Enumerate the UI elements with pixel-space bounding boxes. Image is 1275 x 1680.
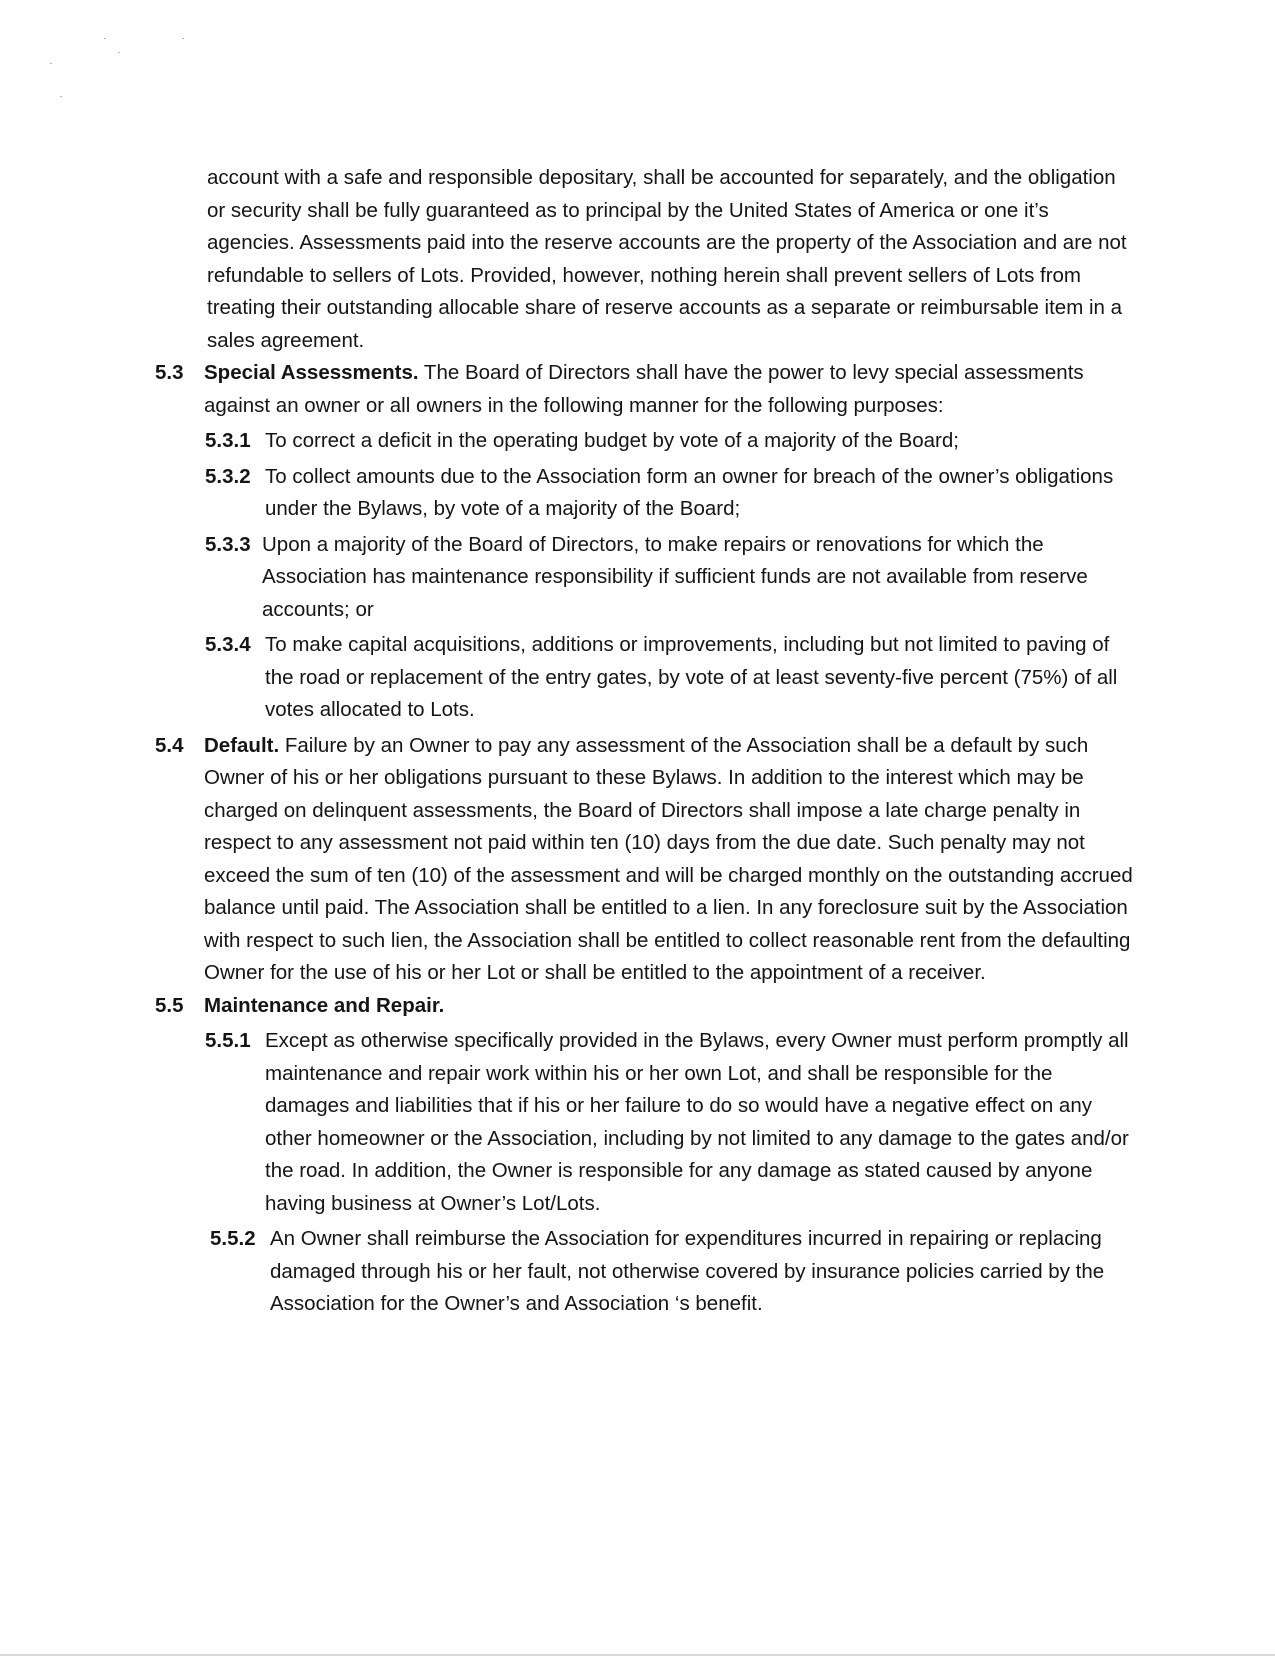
document-body — [155, 162, 1135, 1324]
section-5-4 — [155, 730, 1135, 990]
scan-speck — [182, 38, 184, 39]
subsection-text: To correct a deficit in the operating budget by vote of a majority of the Board; — [265, 429, 959, 452]
subsection-number: 5.3.4 — [205, 633, 251, 656]
section-number: 5.5 — [155, 993, 184, 1017]
opening-paragraph: account with a safe and responsible depositary, shall be accounted for separately, and the obligation or security shall be fully guaranteed as to principal by the United States of America or one it’s agencies. Assessments paid into the reserve accounts are the property of the Association and are not refundable to sellers of Lots. Provided, however, nothing herein shall prevent sellers of Lots from treating their outstanding allocable share of reserve accounts as a separate or reimbursable item in a sales agreement. — [207, 166, 1127, 352]
section-5-5 — [155, 990, 1135, 1023]
scan-speck — [50, 63, 52, 64]
subsection-text: Upon a majority of the Board of Directors, to make repairs or renovations for which the Association has maintenance responsibility if sufficient funds are not available from reserve accounts; or — [262, 532, 1088, 621]
subsection-5-3-2 — [155, 461, 1135, 526]
section-text: The Board of Directors shall have the power to levy special assessments against an owner or all owners in the following manner for the following purposes: — [204, 361, 1084, 417]
scan-speck — [118, 52, 120, 53]
scan-edge-line — [0, 1654, 1275, 1656]
subsection-5-5-1 — [155, 1025, 1135, 1220]
section-heading: Maintenance and Repair. — [204, 993, 445, 1017]
subsection-number: 5.5.2 — [210, 1227, 256, 1250]
section-5-3 — [155, 357, 1135, 422]
subsection-text: To collect amounts due to the Association form an owner for breach of the owner’s obligations under the Bylaws, by vote of a majority of the Board; — [265, 464, 1114, 520]
subsection-text: An Owner shall reimburse the Association for expenditures incurred in repairing or replacing damaged through his or her fault, not otherwise covered by insurance policies carried by the Association for the Owner’s and Association ‘s benefit. — [270, 1227, 1105, 1315]
subsection-number: 5.3.3 — [205, 532, 251, 556]
subsection-number: 5.5.1 — [205, 1029, 251, 1052]
subsection-5-3-3 — [155, 529, 1135, 627]
scan-speck — [60, 96, 62, 97]
subsection-5-3-4 — [155, 629, 1135, 727]
section-text: Failure by an Owner to pay any assessment of the Association shall be a default by such Owner of his or her obligations pursuant to these Bylaws. In addition to the interest which may be charged on delinquent assessments, the Board of Directors shall impose a late charge penalty in respect to any assessment not paid within ten (10) days from the due date. Such penalty may not exceed the sum of ten (10) of the assessment and will be charged monthly on the outstanding accrued balance until paid. The Association shall be entitled to a lien. In any foreclosure suit by the Association with respect to such lien, the Association shall be entitled to collect reasonable rent from the defaulting Owner for the use of his or her Lot or shall be entitled to the appointment of a receiver. — [204, 733, 1133, 984]
section-number: 5.3 — [155, 361, 184, 384]
subsection-text: Except as otherwise specifically provided in the Bylaws, every Owner must perform promptly all maintenance and repair work within his or her own Lot, and shall be responsible for the damages and liabilities that if his or her failure to do so would have a negative effect on any other homeowner or the Association, including by not limited to any damage to the gates and/or the road. In addition, the Owner is responsible for any damage as stated caused by anyone having business at Owner’s Lot/Lots. — [265, 1029, 1129, 1215]
section-heading: Special Assessments. — [204, 361, 419, 384]
subsection-5-3-1 — [155, 425, 1135, 458]
subsection-number: 5.3.2 — [205, 464, 251, 488]
section-number: 5.4 — [155, 733, 184, 757]
subsection-text: To make capital acquisitions, additions or improvements, including but not limited to paving of the road or replacement of the entry gates, by vote of at least seventy-five percent (75%) of all votes allocated to Lots. — [265, 633, 1118, 721]
section-heading: Default. — [204, 733, 280, 757]
subsection-number: 5.3.1 — [205, 429, 251, 452]
subsection-5-5-2 — [160, 1223, 1135, 1321]
scan-speck — [104, 38, 106, 39]
